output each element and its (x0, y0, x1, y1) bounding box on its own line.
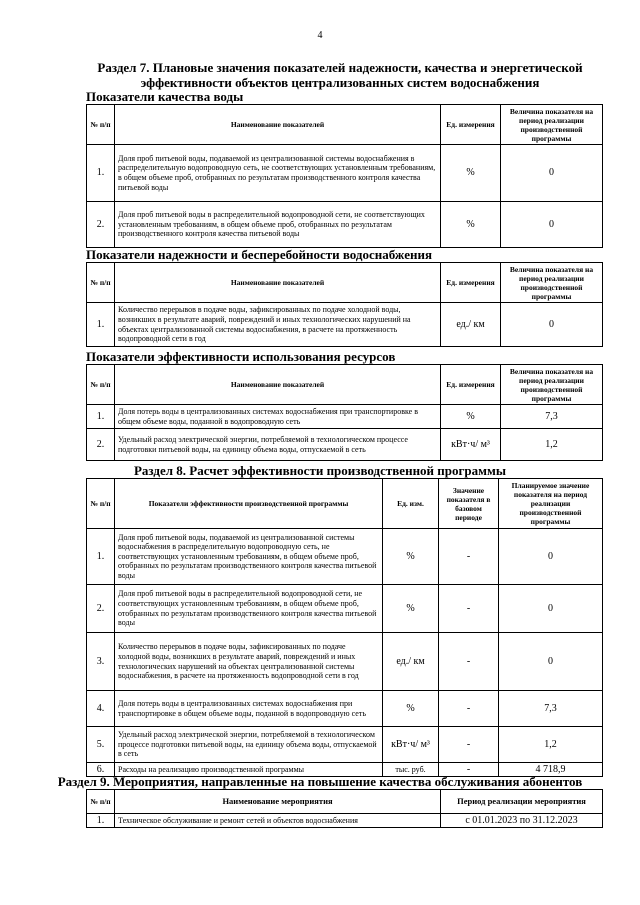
row-name: Доля потерь воды в централизованных системах водоснабжения при транспортировке в общем объеме воды, поданной в водопроводную сеть (115, 691, 383, 727)
row-name: Доля проб питьевой воды, подаваемой из централизованной системы водоснабжения в распределительную водопроводную сеть, не соответствующих установленным требованиям, в общем объеме проб, отобранных по результатам производственного контроля качества питьевой воды (115, 145, 441, 202)
header-value: Величина показателя на период реализации производственной программы (501, 263, 603, 303)
row-base: - (439, 529, 499, 585)
row-base: - (439, 763, 499, 777)
table-row (87, 529, 603, 585)
table-row (87, 429, 603, 461)
row-base: - (439, 633, 499, 691)
row-unit: % (383, 585, 439, 633)
row-unit: тыс. руб. (383, 763, 439, 777)
table-header-row (87, 105, 603, 145)
row-name: Доля проб питьевой воды, подаваемой из централизованной системы водоснабжения в распределительную водопроводную сеть, не соответствующих установленным требованиям, в общем объеме проб, отобранных по результатам производственного контроля качества питьевой воды (115, 529, 383, 585)
section8-table (86, 478, 603, 777)
row-unit: ед./ км (383, 633, 439, 691)
row-unit: % (383, 691, 439, 727)
header-name: Наименование показателей (115, 263, 441, 303)
row-num: 2. (87, 429, 115, 461)
table-header-row (87, 263, 603, 303)
row-base: - (439, 585, 499, 633)
section8-title: Раздел 8. Расчет эффективности производственной программы (133, 463, 507, 478)
header-num: № п/п (87, 263, 115, 303)
table-row (87, 405, 603, 429)
row-unit: % (441, 202, 501, 248)
header-value: Величина показателя на период реализации производственной программы (501, 105, 603, 145)
table-row (87, 202, 603, 248)
row-base: - (439, 691, 499, 727)
header-base: Значение показателя в базовом периоде (439, 479, 499, 529)
row-plan: 0 (499, 529, 603, 585)
row-unit: % (441, 145, 501, 202)
page-number: 4 (317, 30, 323, 41)
row-name: Удельный расход электрической энергии, потребляемой в технологическом процессе подготовки питьевой воды, на единицу объема воды, отпускаемой в сеть (115, 727, 383, 763)
table-row (87, 633, 603, 691)
efficiency-table (86, 364, 603, 461)
header-unit: Ед. измерения (441, 105, 501, 145)
table-header-row (87, 790, 603, 814)
section7-title-line2: эффективности объектов централизованных систем водоснабжения (140, 75, 540, 90)
row-num: 1. (87, 145, 115, 202)
reliability-table (86, 262, 603, 347)
table-row (87, 585, 603, 633)
row-name: Удельный расход электрической энергии, потребляемой в технологическом процессе подготовки питьевой воды, на единицу объема воды, отпускаемой в сеть (115, 429, 441, 461)
row-num: 2. (87, 202, 115, 248)
row-plan: 4 718,9 (499, 763, 603, 777)
row-name: Количество перерывов в подаче воды, зафиксированных по подаче холодной воды, возникших в результате аварий, повреждений и иных технологических нарушений на объектах централизованной системы водоснабжения, в расчете на протяженность водопроводной сети в год (115, 633, 383, 691)
header-period: Период реализации мероприятия (441, 790, 603, 814)
section9-title: Раздел 9. Мероприятия, направленные на повышение качества обслуживания абонентов (57, 774, 583, 789)
row-name: Доля проб питьевой воды в распределительной водопроводной сети, не соответствующих установленным требованиям, в общем объеме проб, отобранных по результатам производственного контроля качества питьевой воды (115, 202, 441, 248)
row-plan: 1,2 (499, 727, 603, 763)
header-name: Наименование показателей (115, 105, 441, 145)
header-unit: Ед. изм. (383, 479, 439, 529)
row-num: 1. (87, 814, 115, 828)
table-header-row (87, 365, 603, 405)
row-num: 1. (87, 303, 115, 347)
quality-table (86, 104, 603, 248)
header-num: № п/п (87, 790, 115, 814)
table-row (87, 727, 603, 763)
row-num: 3. (87, 633, 115, 691)
header-name: Наименование показателей (115, 365, 441, 405)
row-name: Доля проб питьевой воды в распределительной водопроводной сети, не соответствующих установленным требованиям, в общем объеме проб, отобранных по результатам производственного контроля качества питьевой воды (115, 585, 383, 633)
row-value: 7,3 (501, 405, 603, 429)
row-num: 2. (87, 585, 115, 633)
row-num: 5. (87, 727, 115, 763)
header-unit: Ед. измерения (441, 263, 501, 303)
efficiency-subtitle: Показатели эффективности использования ресурсов (86, 349, 396, 364)
row-num: 6. (87, 763, 115, 777)
section7-title-line1: Раздел 7. Плановые значения показателей надежности, качества и энергетической (97, 60, 583, 75)
row-name: Количество перерывов в подаче воды, зафиксированных по подаче холодной воды, возникших в результате аварий, повреждений и иных технологических нарушений на объектах централизованной системы водоснабжения, в расчете на протяженность водопроводной сети в год (115, 303, 441, 347)
row-unit: % (383, 529, 439, 585)
row-value: 0 (501, 145, 603, 202)
row-name: Доля потерь воды в централизованных системах водоснабжения при транспортировке в общем объеме воды, поданной в водопроводную сеть (115, 405, 441, 429)
row-num: 4. (87, 691, 115, 727)
quality-subtitle: Показатели качества воды (86, 89, 244, 104)
row-unit: кВт·ч/ м³ (383, 727, 439, 763)
header-name: Наименование мероприятия (115, 790, 441, 814)
row-plan: 0 (499, 633, 603, 691)
row-unit: кВт·ч/ м³ (441, 429, 501, 461)
header-num: № п/п (87, 365, 115, 405)
table-row (87, 814, 603, 828)
header-plan: Планируемое значение показателя на период реализации производственной программы (499, 479, 603, 529)
row-unit: ед./ км (441, 303, 501, 347)
header-unit: Ед. измерения (441, 365, 501, 405)
row-plan: 7,3 (499, 691, 603, 727)
header-num: № п/п (87, 105, 115, 145)
row-num: 1. (87, 405, 115, 429)
row-name: Расходы на реализацию производственной программы (115, 763, 383, 777)
row-value: 0 (501, 202, 603, 248)
row-num: 1. (87, 529, 115, 585)
row-unit: % (441, 405, 501, 429)
reliability-subtitle: Показатели надежности и бесперебойности водоснабжения (86, 247, 432, 262)
section9-table (86, 789, 603, 828)
table-row (87, 303, 603, 347)
table-row (87, 691, 603, 727)
table-header-row (87, 479, 603, 529)
row-base: - (439, 727, 499, 763)
header-num: № п/п (87, 479, 115, 529)
table-row (87, 145, 603, 202)
row-value: 1,2 (501, 429, 603, 461)
row-period: с 01.01.2023 по 31.12.2023 (441, 814, 603, 828)
row-name: Техническое обслуживание и ремонт сетей и объектов водоснабжения (115, 814, 441, 828)
row-plan: 0 (499, 585, 603, 633)
row-value: 0 (501, 303, 603, 347)
header-name: Показатели эффективности производственной программы (115, 479, 383, 529)
header-value: Величина показателя на период реализации производственной программы (501, 365, 603, 405)
